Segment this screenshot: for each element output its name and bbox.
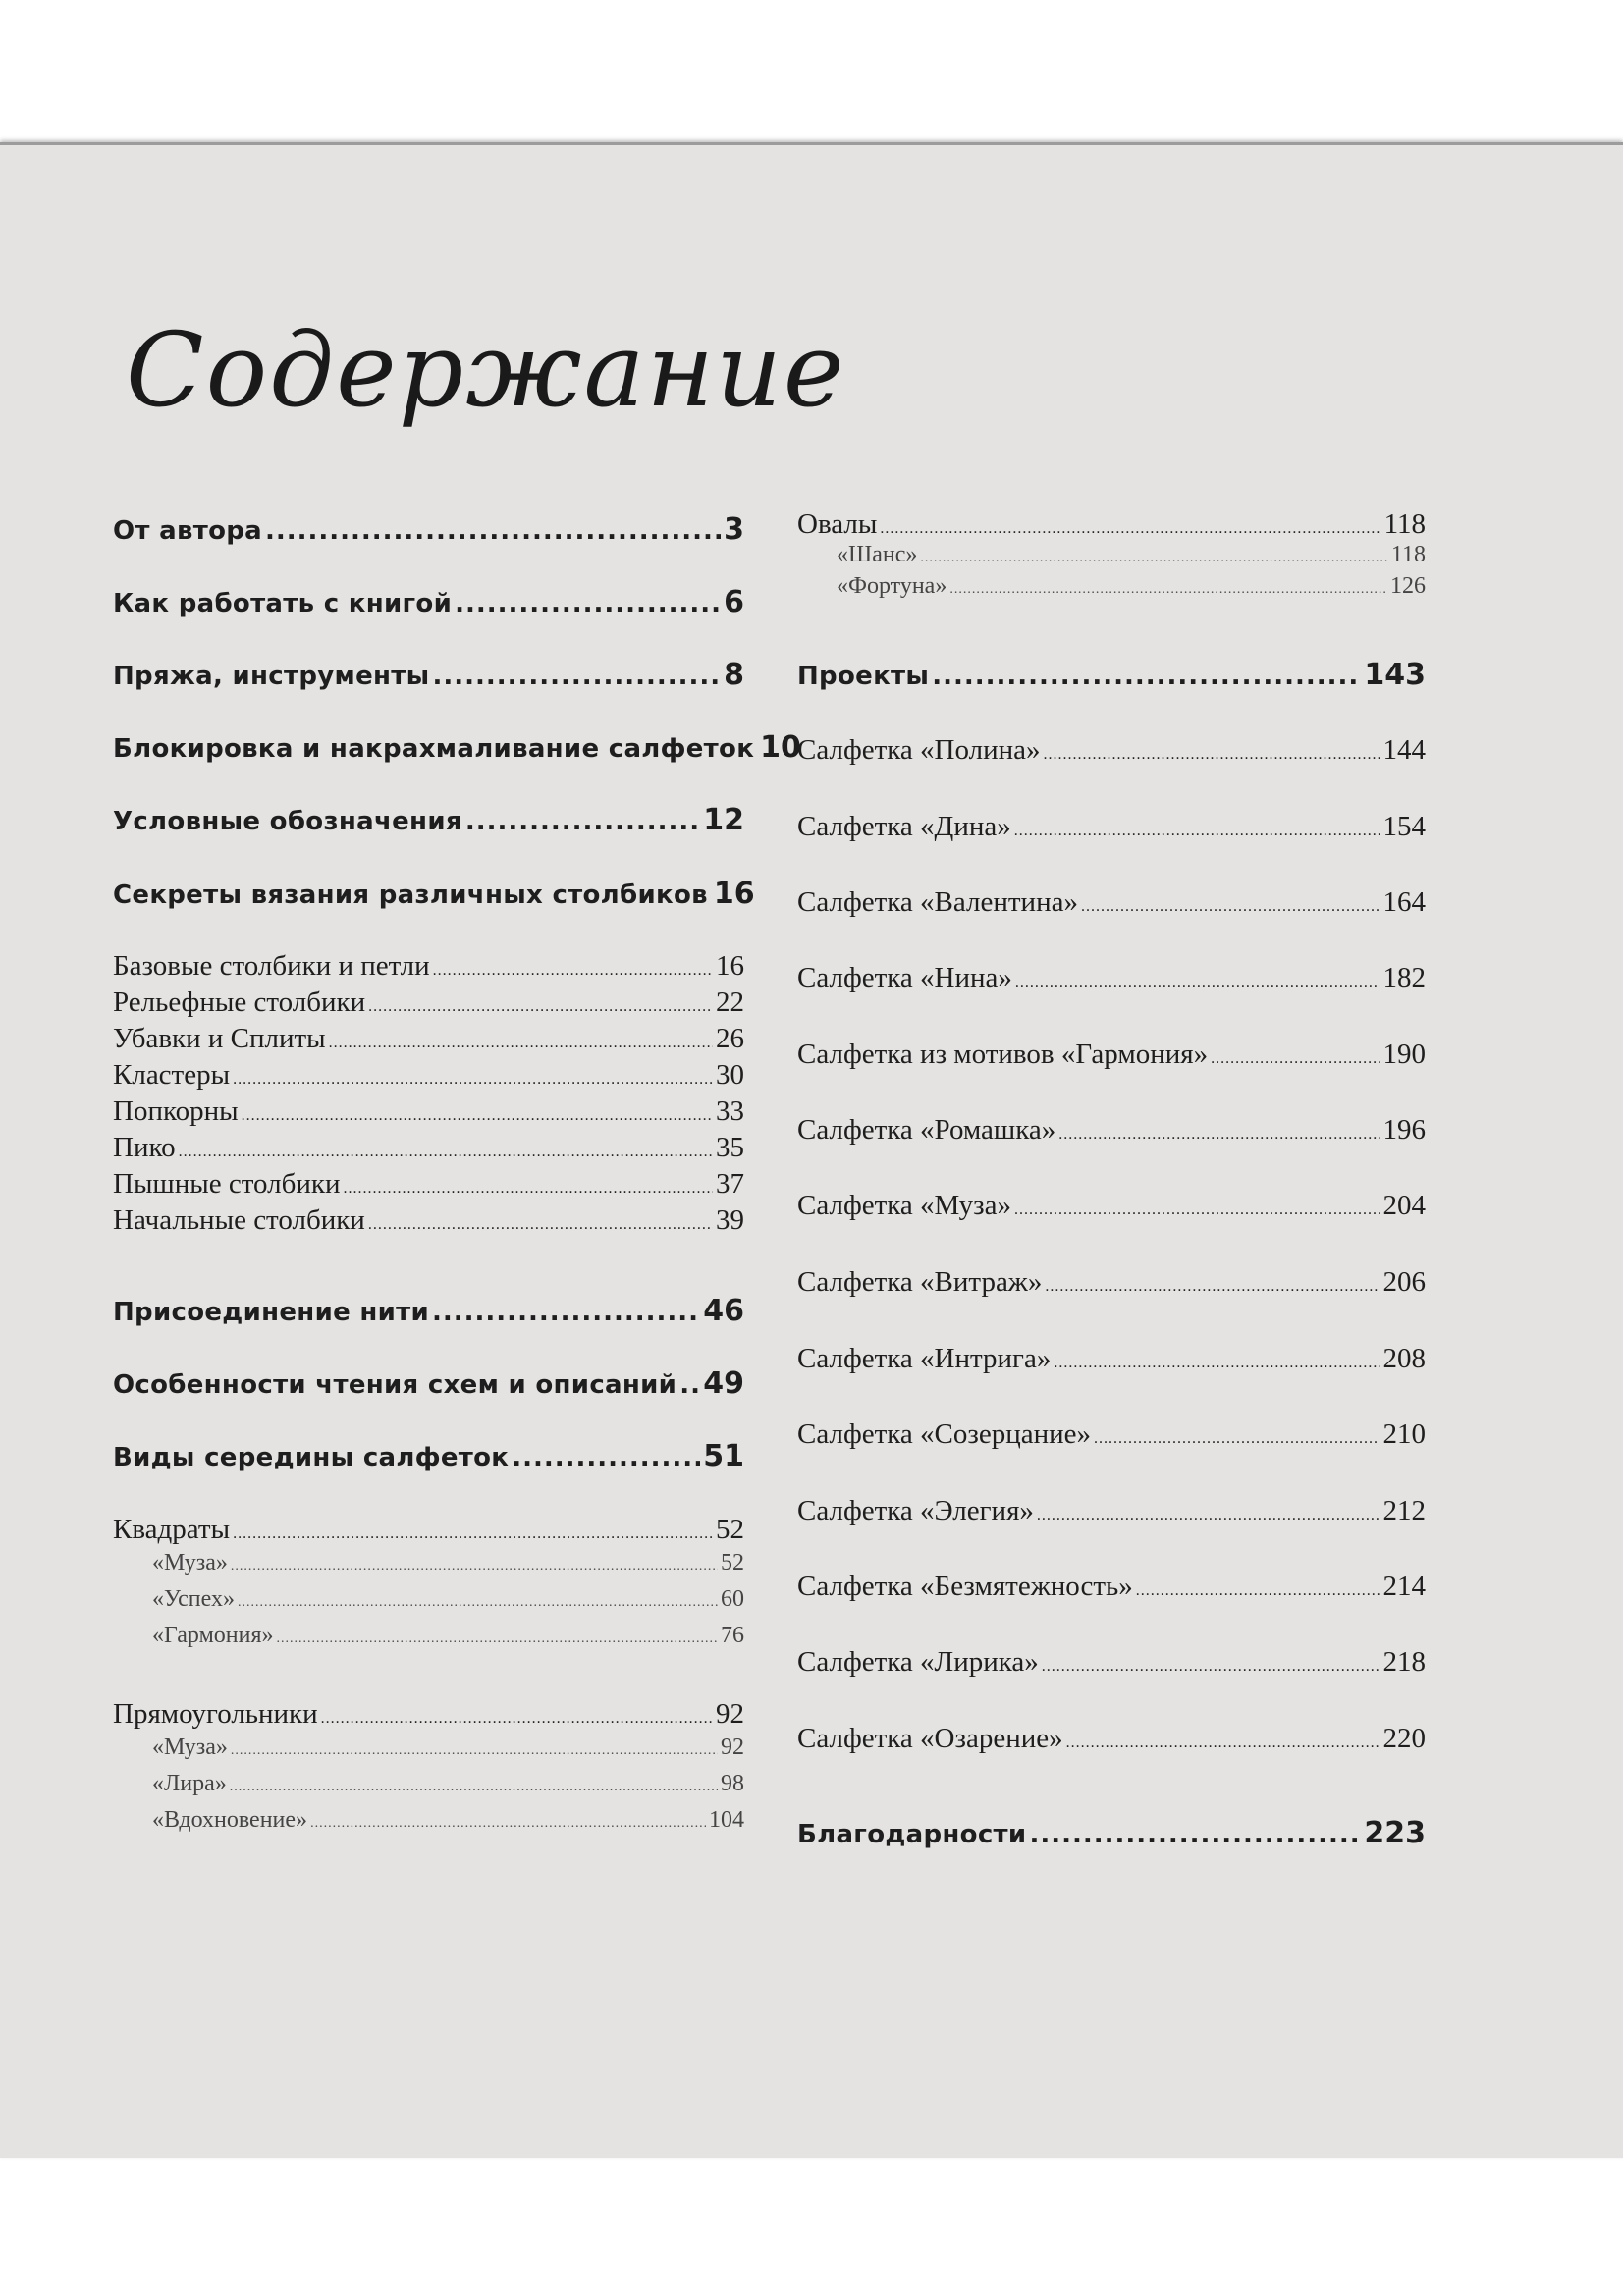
toc-entry (113, 1439, 744, 1473)
toc-entry (113, 512, 744, 547)
toc-entry (113, 585, 744, 619)
toc-entry-page-number: 52 (716, 1514, 744, 1545)
toc-entry-page-number: 210 (1382, 1418, 1426, 1450)
toc-entry-label: Проекты (797, 662, 930, 691)
toc-entry (113, 1095, 744, 1128)
toc-entry (113, 803, 744, 837)
dot-leader (1081, 898, 1380, 916)
dot-leader (880, 520, 1380, 538)
toc-entry-page-number: 208 (1382, 1343, 1426, 1374)
toc-entry-label: Салфетка «Дина» (797, 811, 1011, 842)
toc-entry (113, 1586, 744, 1613)
toc-entry-label: Салфетка «Интрига» (797, 1343, 1052, 1374)
dot-leader (1136, 1582, 1380, 1600)
dot-leader (432, 662, 721, 691)
toc-entry (113, 658, 744, 692)
toc-entry-page-number: 196 (1382, 1114, 1426, 1146)
toc-entry-label: «Успех» (152, 1586, 235, 1612)
toc-entry-label: От автора (113, 516, 263, 546)
toc-entry (113, 1623, 744, 1649)
toc-entry-page-number: 118 (1390, 542, 1426, 567)
toc-entry-label: Салфетка из мотивов «Гармония» (797, 1039, 1209, 1070)
toc-entry-label: «Вдохновение» (152, 1807, 308, 1833)
toc-entry-page-number: 212 (1382, 1495, 1426, 1526)
toc-entry-label: Салфетка «Витраж» (797, 1266, 1043, 1298)
toc-entry-label: Блокировка и накрахмаливание салфеток (113, 734, 755, 764)
dot-leader (321, 1710, 713, 1728)
toc-entry-page-number: 218 (1382, 1646, 1426, 1678)
dot-leader (1037, 1507, 1380, 1524)
dot-leader (1014, 823, 1380, 840)
toc-entry (797, 1816, 1426, 1850)
toc-entry-label: Кластеры (113, 1059, 231, 1091)
toc-entry-page-number: 46 (703, 1294, 744, 1328)
dot-leader (1014, 1201, 1380, 1219)
toc-entry-page-number: 126 (1390, 573, 1426, 599)
toc-entry-page-number: 33 (716, 1095, 744, 1127)
toc-entry-page-number: 51 (703, 1439, 744, 1473)
dot-leader (276, 1631, 718, 1647)
toc-entry-label: Салфетка «Озарение» (797, 1723, 1063, 1754)
toc-entry-label: Как работать с книгой (113, 589, 453, 618)
toc-entry-page-number: 204 (1382, 1190, 1426, 1221)
toc-entry-label: Салфетка «Безмятежность» (797, 1571, 1133, 1602)
toc-entry-label: Прямоугольники (113, 1698, 318, 1730)
toc-entry-label: Салфетка «Муза» (797, 1190, 1011, 1221)
toc-entry (113, 1294, 744, 1328)
toc-entry-page-number: 26 (716, 1023, 744, 1054)
toc-entry-label: «Лира» (152, 1771, 227, 1796)
dot-leader (310, 1816, 706, 1832)
dot-leader (949, 582, 1387, 598)
dot-leader (233, 1071, 713, 1089)
toc-entry (113, 950, 744, 983)
dot-leader (1045, 1278, 1380, 1296)
toc-entry-label: Благодарности (797, 1820, 1027, 1849)
toc-entry (113, 730, 801, 765)
dot-leader (231, 1559, 718, 1575)
toc-entry (113, 877, 755, 911)
toc-entry-label: Салфетка «Элегия» (797, 1495, 1034, 1526)
toc-entry-label: Начальные столбики (113, 1204, 365, 1236)
dot-leader (1054, 1355, 1380, 1372)
toc-entry-page-number: 92 (716, 1698, 744, 1730)
toc-entry (113, 1023, 744, 1055)
dot-leader (455, 589, 721, 618)
toc-entry-label: Убавки и Сплиты (113, 1023, 326, 1054)
toc-entry-page-number: 35 (716, 1132, 744, 1163)
toc-entry (797, 734, 1426, 767)
dot-leader (1066, 1735, 1380, 1752)
toc-entry (113, 1059, 744, 1092)
toc-entry-page-number: 30 (716, 1059, 744, 1091)
toc-entry-label: «Шанс» (837, 542, 918, 567)
toc-entry-page-number: 8 (724, 658, 744, 692)
toc-entry (113, 1168, 744, 1201)
toc-entry-page-number: 223 (1364, 1816, 1426, 1850)
toc-entry-page-number: 10 (760, 730, 801, 765)
dot-leader (1029, 1820, 1361, 1849)
toc-entry-label: «Муза» (152, 1550, 228, 1575)
toc-entry-label: Салфетка «Ромашка» (797, 1114, 1056, 1146)
toc-entry-page-number: 12 (703, 803, 744, 837)
toc-entry (113, 1698, 744, 1731)
toc-entry (797, 1723, 1426, 1755)
toc-entry-label: Особенности чтения схем и описаний (113, 1370, 677, 1400)
dot-leader (368, 998, 713, 1016)
dot-leader (1042, 1658, 1380, 1676)
dot-leader (233, 1525, 713, 1543)
toc-entry-page-number: 52 (721, 1550, 744, 1575)
toc-entry-page-number: 118 (1383, 508, 1426, 540)
toc-entry-label: Салфетка «Лирика» (797, 1646, 1039, 1678)
dot-leader (512, 1443, 700, 1472)
toc-entry (797, 962, 1426, 994)
dot-leader (932, 662, 1361, 691)
dot-leader (1044, 746, 1380, 764)
toc-entry-page-number: 164 (1382, 886, 1426, 918)
page-title: Содержание (126, 310, 846, 430)
toc-entry-label: Присоединение нити (113, 1298, 430, 1327)
toc-entry-page-number: 16 (713, 877, 755, 911)
toc-entry (797, 1190, 1426, 1222)
toc-entry (797, 1266, 1426, 1299)
dot-leader (920, 551, 1388, 566)
toc-entry-label: Условные обозначения (113, 807, 462, 836)
toc-entry (797, 508, 1426, 541)
toc-entry-page-number: 92 (721, 1735, 744, 1760)
toc-entry-label: Квадраты (113, 1514, 231, 1545)
toc-entry-label: Салфетка «Полина» (797, 734, 1041, 766)
dot-leader (465, 807, 700, 836)
toc-entry-label: Пико (113, 1132, 176, 1163)
toc-entry-page-number: 76 (721, 1623, 744, 1648)
toc-entry-page-number: 143 (1364, 658, 1426, 692)
toc-entry-label: Виды середины салфеток (113, 1443, 510, 1472)
toc-entry (797, 1646, 1426, 1679)
toc-entry-page-number: 154 (1382, 811, 1426, 842)
dot-leader (238, 1595, 718, 1611)
toc-entry-label: Попкорны (113, 1095, 239, 1127)
toc-entry-page-number: 144 (1382, 734, 1426, 766)
toc-entry-label: Салфетка «Нина» (797, 962, 1012, 993)
toc-entry (113, 987, 744, 1019)
dot-leader (242, 1107, 713, 1125)
dot-leader (679, 1370, 700, 1400)
toc-entry (797, 573, 1426, 600)
toc-entry-page-number: 104 (709, 1807, 744, 1833)
toc-entry-page-number: 22 (716, 987, 744, 1018)
toc-entry (797, 1418, 1426, 1451)
toc-entry-label: «Муза» (152, 1735, 228, 1760)
dot-leader (329, 1035, 713, 1052)
toc-entry-label: Пышные столбики (113, 1168, 341, 1200)
toc-entry (113, 1366, 744, 1401)
toc-entry-page-number: 206 (1382, 1266, 1426, 1298)
toc-entry-label: Пряжа, инструменты (113, 662, 430, 691)
dot-leader (433, 962, 713, 980)
toc-entry-page-number: 39 (716, 1204, 744, 1236)
dot-leader (1094, 1430, 1380, 1448)
toc-entry (797, 658, 1426, 692)
toc-entry-page-number: 16 (716, 950, 744, 982)
toc-entry (797, 1343, 1426, 1375)
dot-leader (368, 1216, 713, 1234)
toc-entry-label: «Гармония» (152, 1623, 274, 1648)
toc-entry (797, 811, 1426, 843)
toc-entry-page-number: 220 (1382, 1723, 1426, 1754)
toc-entry-page-number: 37 (716, 1168, 744, 1200)
toc-entry (113, 1514, 744, 1546)
toc-entry (797, 886, 1426, 919)
dot-leader (1211, 1050, 1380, 1068)
dot-leader (1058, 1126, 1380, 1144)
toc-entry-label: Базовые столбики и петли (113, 950, 430, 982)
toc-entry (797, 1039, 1426, 1071)
dot-leader (230, 1780, 718, 1795)
toc-entry-page-number: 3 (724, 512, 744, 547)
toc-entry-page-number: 214 (1382, 1571, 1426, 1602)
toc-entry-label: Салфетка «Созерцание» (797, 1418, 1092, 1450)
toc-entry-label: Рельефные столбики (113, 987, 366, 1018)
dot-leader (179, 1144, 713, 1161)
toc-entry-label: «Фортуна» (837, 573, 947, 599)
toc-entry (113, 1807, 744, 1834)
toc-entry-page-number: 6 (724, 585, 744, 619)
toc-entry (797, 542, 1426, 568)
toc-entry-page-number: 190 (1382, 1039, 1426, 1070)
toc-entry-label: Секреты вязания различных столбиков (113, 881, 708, 910)
dot-leader (265, 516, 721, 546)
toc-entry (113, 1132, 744, 1164)
toc-entry (113, 1735, 744, 1761)
toc-entry-page-number: 60 (721, 1586, 744, 1612)
toc-entry (797, 1495, 1426, 1527)
dot-leader (1015, 974, 1380, 991)
toc-entry (113, 1550, 744, 1576)
dot-leader (432, 1298, 700, 1327)
toc-entry (797, 1571, 1426, 1603)
dot-leader (231, 1743, 718, 1759)
toc-entry-page-number: 182 (1382, 962, 1426, 993)
toc-entry-page-number: 49 (703, 1366, 744, 1401)
toc-entry (113, 1204, 744, 1237)
toc-entry (797, 1114, 1426, 1147)
toc-entry-label: Овалы (797, 508, 878, 540)
dot-leader (344, 1180, 713, 1198)
toc-entry-page-number: 98 (721, 1771, 744, 1796)
toc-entry-label: Салфетка «Валентина» (797, 886, 1078, 918)
toc-entry (113, 1771, 744, 1797)
